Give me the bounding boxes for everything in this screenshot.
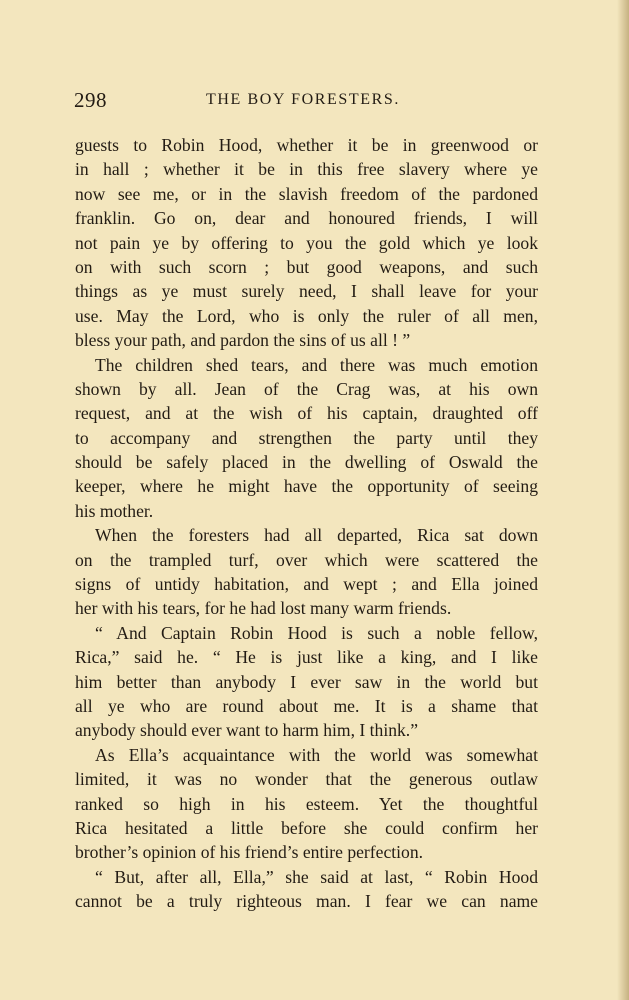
- text-line: use. May the Lord, who is only the ruler of all men,: [75, 305, 538, 326]
- text-line: “ And Captain Robin Hood is such a noble fellow,: [95, 622, 538, 643]
- text-line: to accompany and strengthen the party until they: [75, 427, 538, 448]
- text-line: Rica,” said he. “ He is just like a king, and I like: [75, 647, 538, 668]
- text-line: The children shed tears, and there was much emotion: [95, 354, 538, 375]
- text-line: anybody should ever want to harm him, I think.”: [75, 720, 419, 741]
- text-line: limited, it was no wonder that the generous outlaw: [75, 769, 538, 790]
- text-line: ranked so high in his esteem. Yet the thoughtful: [75, 793, 538, 814]
- text-line: As Ella’s acquaintance with the world was somewhat: [95, 744, 538, 765]
- text-line: request, and at the wish of his captain, draughted off: [75, 403, 538, 424]
- text-line: “ But, after all, Ella,” she said at last, “ Robin Hood: [95, 866, 538, 887]
- page-edge-shadow: [617, 0, 629, 1000]
- text-line: brother’s opinion of his friend’s entire perfection.: [75, 842, 424, 863]
- text-line: now see me, or in the slavish freedom of the pardoned: [75, 183, 538, 204]
- text-line: When the foresters had all departed, Rica sat down: [95, 525, 538, 546]
- text-line: keeper, where he might have the opportunity of seeing: [75, 476, 538, 497]
- text-line: her with his tears, for he had lost many warm friends.: [75, 598, 452, 619]
- text-line: cannot be a truly righteous man. I fear we can name: [75, 891, 538, 912]
- text-line: shown by all. Jean of the Crag was, at his own: [75, 378, 538, 399]
- text-line: signs of untidy habitation, and wept ; and Ella joined: [75, 574, 538, 595]
- text-line: on with such scorn ; but good weapons, and such: [75, 256, 538, 277]
- text-line: should be safely placed in the dwelling of Oswald the: [75, 452, 538, 473]
- body-text: [75, 133, 538, 914]
- text-line: him better than anybody I ever saw in the world but: [75, 671, 538, 692]
- text-line: franklin. Go on, dear and honoured friends, I will: [75, 208, 538, 229]
- text-line: bless your path, and pardon the sins of us all ! ”: [75, 330, 411, 351]
- text-line: in hall ; whether it be in this free slavery where ye: [75, 159, 538, 180]
- text-line: all ye who are round about me. It is a shame that: [75, 695, 538, 716]
- text-line: things as ye must surely need, I shall leave for your: [75, 281, 538, 302]
- text-line: on the trampled turf, over which were scattered the: [75, 549, 538, 570]
- page-number: 298: [74, 88, 107, 112]
- text-line: Rica hesitated a little before she could confirm her: [75, 817, 538, 838]
- text-line: not pain ye by offering to you the gold which ye look: [75, 232, 538, 253]
- running-title: THE BOY FORESTERS.: [206, 91, 401, 108]
- text-line: guests to Robin Hood, whether it be in greenwood or: [75, 135, 538, 155]
- text-line: his mother.: [75, 500, 154, 521]
